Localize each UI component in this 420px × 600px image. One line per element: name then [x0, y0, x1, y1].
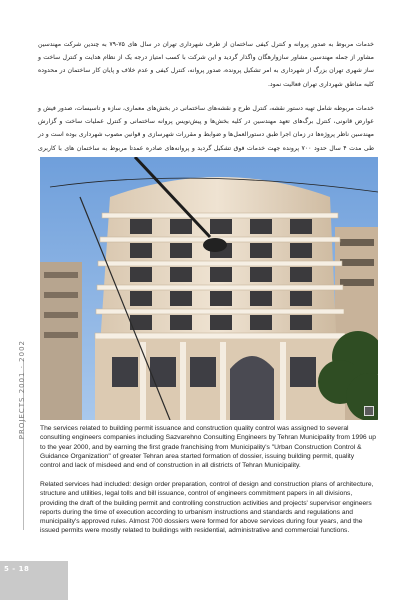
persian-paragraph-2: خدمات مربوطه شامل تهیه دستور نقشه، کنترل طرح و نقشه‌های ساختمانی در بخش‌های معماری، سازه و تاسیسات، صدور فیش و عوارض قانونی، کنترل برگ‌های تعهد مهندسین در کلیه بخش‌ها و پیش‌نویس پروانه ساختمانی و کنترل عملیات ساخت و گزارش مهندسین ناظر پروژه‌ها در زمان اجرا طبق دستورالعمل‌ها و ضوابط و مقررات شهرسازی و قوانین مصوب شهرداری بوده است و در طی مدت ۴ سال حدود ۷۰۰ پرونده جهت خدمات فوق تشکیل گردید و پروانه‌های صادره عمدتا مربوط به ساختمان های با کاربری — [38, 105, 375, 152]
persian-paragraph-1: خدمات مربوط به صدور پروانه و کنترل کیفی ساختمان از طرف شهرداری تهران در سال های ۷۵-۷۹ به چندین شرکت مهندسین مشاور از جمله مهندسین مشاور سازوارهگان واگذار گردید و این شرکت با کسب امتیاز درجه یک از نظام هدایت و کنترل ساخت و ساز شهری تهران بزرگ از شهرداری به امر تشکیل پرونده، صدور پروانه، کنترل کیفی و عدم خلاف و پایان کار ساختمان در محدوده کلیه مناطق شهرداری تهران فعالیت نمود. — [38, 41, 374, 88]
english-paragraph-2: Related services had included: design order preparation, control of design and construction plans of architecture, structure and utilities, legal tolls and bill issuance, control of engineers commitment papers in all divisions, providing the draft of the building permit and controlling construction activities and projects' supervisor engineers reports during the time of execution according to urbanism instructions and standards and regulations and municipality's approved rules. Almost 700 dossiers were formed for above services during four years, and the issued permits were mostly related to buildings with residential, administrative and commercial functions. — [40, 481, 374, 535]
building-photo — [40, 157, 378, 420]
photo-corner-badge — [364, 406, 374, 416]
page-number-tab — [0, 561, 68, 600]
english-paragraph-1: The services related to building permit issuance and construction quality control was assigned to several consulting engineers companies including Sazvarehno Consulting Engineers by Tehran Municipality from 1996 up to the year 2000, and by earning the first grade franchising from Municipality's "Urban Construction Control & Guidance Organization" of greater Tehran area started formation of dossier, issuing building permit, quality control and lack of misdeed and end of construction in all districts of Tehran Municipality. — [40, 425, 376, 469]
page-number: 5 - 18 — [4, 565, 30, 573]
spine-label: PROJECTS 2001 · 2002 — [18, 340, 26, 440]
